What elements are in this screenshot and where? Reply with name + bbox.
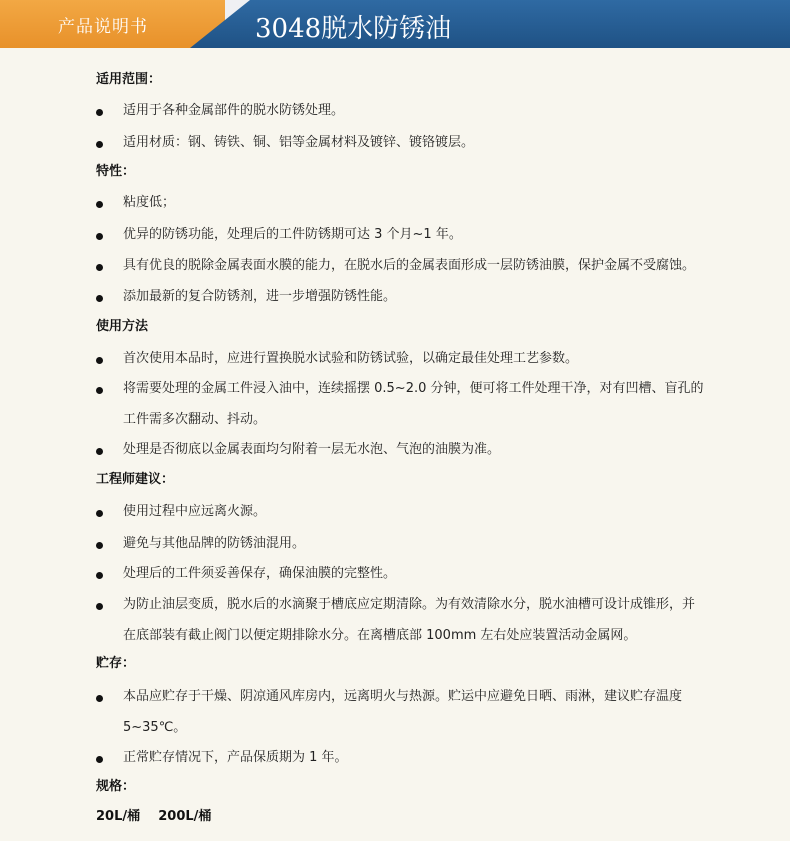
list-item-text: 为防止油层变质，脱水后的水滴聚于槽底应定期清除。为有效清除水分，脱水油槽可设计成锥形，并 [123,597,696,612]
bullet-icon [96,572,103,579]
bullet-icon [96,109,103,116]
bullet-icon [96,141,103,148]
bullet-icon [96,357,103,364]
bullet-icon [96,510,103,517]
list-item-text: 具有优良的脱除金属表面水膜的能力，在脱水后的金属表面形成一层防锈油膜，保护金属不受腐蚀。 [123,258,696,273]
list-item-text: 工件需多次翻动、抖动。 [123,412,267,427]
bullet-icon [96,295,103,302]
list-item-text: 粘度低； [123,195,176,210]
bullet-icon [96,233,103,240]
list-item-text: 将需要处理的金属工件浸入油中，连续摇摆 0.5~2.0 分钟，便可将工件处理干净，对有凹槽、盲孔的 [123,381,704,396]
header-banner [0,0,790,48]
list-item-text: 添加最新的复合防锈剂，进一步增强防锈性能。 [123,289,397,304]
bullet-icon [96,603,103,610]
section-heading: 工程师建议： [96,472,175,487]
list-item-text: 适用于各种金属部件的脱水防锈处理。 [123,103,345,118]
list-item-text: 处理后的工件须妥善保存，确保油膜的完整性。 [123,566,397,581]
list-item-text: 在底部装有截止阀门以便定期排除水分。在离槽底部 100mm 左右处应装置活动金属网。 [123,628,637,643]
list-item-text: 适用材质：钢、铸铁、铜、铝等金属材料及镀锌、镀铬镀层。 [123,135,475,150]
list-item-text: 本品应贮存于干燥、阴凉通风库房内，远离明火与热源。贮运中应避免日晒、雨淋，建议贮存温度 [123,689,683,704]
list-item-text: 优异的防锈功能，处理后的工件防锈期可达 3 个月~1 年。 [123,227,462,242]
list-item-text: 处理是否彻底以金属表面均匀附着一层无水泡、气泡的油膜为准。 [123,442,501,457]
list-item-text: 正常贮存情况下，产品保质期为 1 年。 [123,750,348,765]
section-heading: 适用范围： [96,72,162,87]
section-heading: 贮存： [96,656,136,671]
section-heading: 使用方法 [96,319,149,334]
list-item-text: 避免与其他品牌的防锈油混用。 [123,536,306,551]
list-item-text: 5~35℃。 [123,720,187,735]
bullet-icon [96,695,103,702]
list-item-text: 使用过程中应远离火源。 [123,504,267,519]
bullet-icon [96,542,103,549]
bullet-icon [96,387,103,394]
section-heading: 规格： [96,779,136,794]
page-title: 3048脱水防锈油 [255,14,452,44]
bullet-icon [96,264,103,271]
spec-value: 20L/桶 200L/桶 [96,809,212,824]
list-item-text: 首次使用本品时，应进行置换脱水试验和防锈试验，以确定最佳处理工艺参数。 [123,351,579,366]
section-heading: 特性： [96,164,136,179]
bullet-icon [96,201,103,208]
bullet-icon [96,448,103,455]
header-category-label: 产品说明书 [58,17,148,37]
bullet-icon [96,756,103,763]
